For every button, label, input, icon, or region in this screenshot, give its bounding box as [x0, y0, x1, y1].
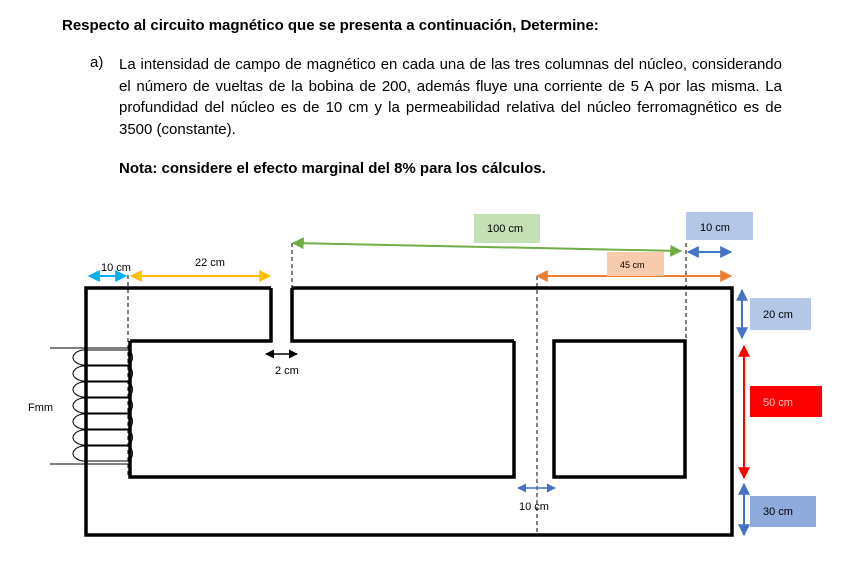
length-100-arrow [293, 243, 681, 251]
problem-statement: La intensidad de campo de magnético en cada una de las tres columnas del núcleo, considerando el número de vueltas de la bobina de 200, además fluye una corriente de 5 A por las misma. La profundidad del núcleo es de 10 cm y la permeabilidad relativa del núcleo ferromagnético es de 3500 (constante). [119, 56, 782, 138]
window-height-label: 50 cm [763, 397, 793, 409]
air-gap-left-leg [130, 288, 271, 341]
problem-title: Respecto al circuito magnético que se presenta a continuación, Determine: [62, 17, 599, 34]
left-window [130, 341, 514, 477]
left-column-width-label: 10 cm [101, 262, 131, 274]
top-left-length-label: 22 cm [195, 257, 225, 269]
mmf-label: Fmm [28, 402, 54, 414]
length-45-label: 45 cm [620, 260, 645, 270]
air-gap-right-leg [292, 288, 514, 341]
coil [50, 348, 133, 464]
item-letter: a) [90, 54, 104, 71]
top-height-label: 20 cm [763, 309, 793, 321]
length-100-label: 100 cm [487, 223, 524, 235]
right-column-width-label: 10 cm [700, 222, 730, 234]
center-column-width-label: 10 cm [519, 501, 549, 513]
core-outline [86, 288, 732, 535]
bottom-height-label: 30 cm [763, 506, 793, 518]
right-window [554, 341, 685, 477]
problem-note: Nota: considere el efecto marginal del 8% para los cálculos. [119, 160, 546, 177]
gap-label: 2 cm [275, 365, 299, 377]
